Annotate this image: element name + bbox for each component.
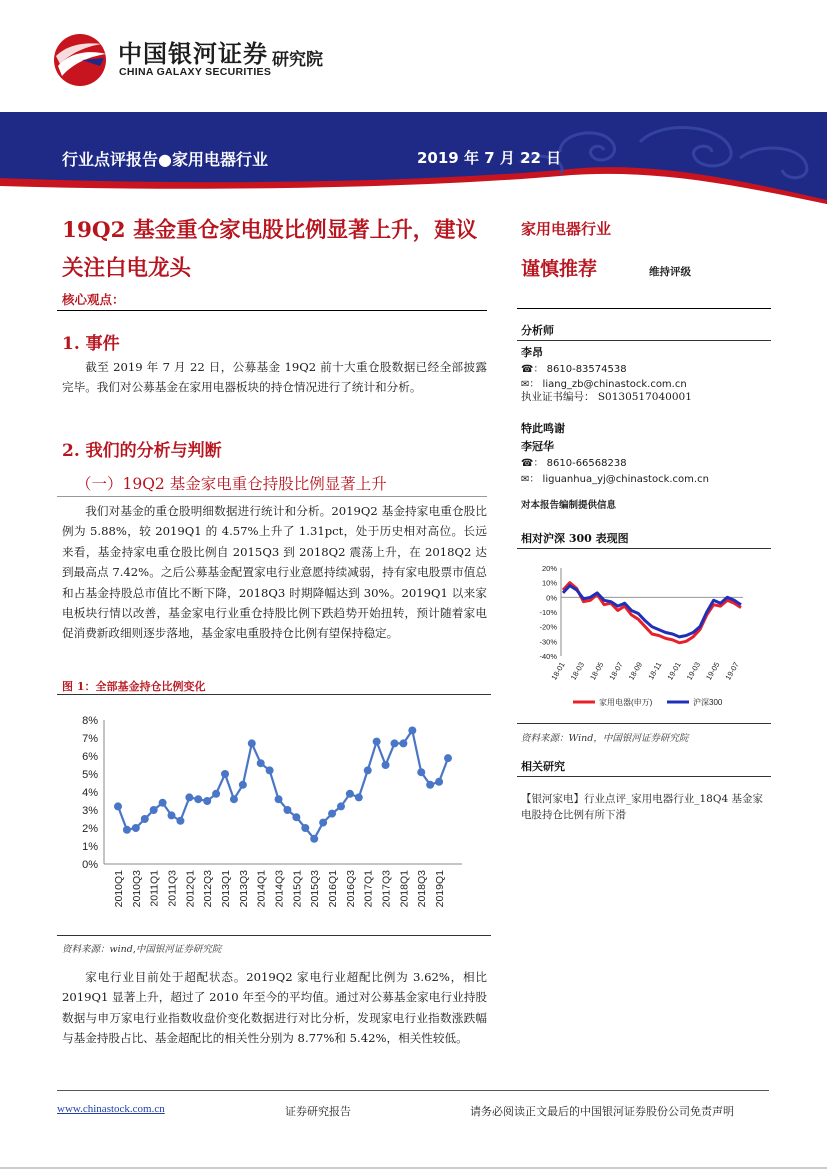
y-tick-label: 6% (82, 751, 98, 763)
related-label: 相关研究 (521, 760, 565, 773)
data-point (248, 739, 256, 747)
x-tick-label: 2010Q3 (130, 870, 143, 908)
y-tick-label: 1% (82, 841, 98, 853)
data-point (168, 811, 176, 819)
rating-note: 维持评级 (649, 266, 691, 278)
series-home-appliance-line (563, 583, 741, 643)
data-point (319, 819, 327, 827)
data-point (159, 799, 167, 807)
data-point (114, 802, 122, 810)
x-tick-label: 18-05 (588, 660, 606, 682)
rating: 谨慎推荐 (521, 258, 598, 280)
divider (57, 496, 487, 497)
data-point (221, 770, 229, 778)
y-tick-label: 8% (82, 715, 98, 727)
sidebar-industry: 家用电器行业 (521, 220, 612, 238)
data-point (266, 766, 274, 774)
y-tick-label: -40% (539, 652, 557, 661)
section-2-text-2: 家电行业目前处于超配状态。2019Q2 家电行业超配比例为 3.62%，相比 2019Q1 显著上升，超过了 2010 年至今的平均值。通过对公募基金家电行业持股数据与申万家电行业指数收盘价变化数据进行对比分析，发现家电行业指数涨跌幅与基金持股占比、基金超配比的相关性分别为 8.77%和 5.42%，相关性较低。 (62, 970, 487, 1046)
brand-name-en: CHINA GALAXY SECURITIES (119, 66, 272, 78)
x-tick-label: 2014Q1 (255, 870, 268, 908)
analyst-label: 分析师 (521, 324, 554, 337)
data-point (310, 835, 318, 843)
chart-2-title: 相对沪深 300 表现图 (521, 532, 629, 545)
x-tick-label: 18-09 (626, 660, 645, 682)
divider (517, 548, 771, 549)
x-tick-label: 19-03 (684, 660, 703, 682)
y-tick-label: 3% (82, 805, 98, 817)
brand-name-cn: 中国银河证券 (118, 40, 268, 68)
data-point (399, 739, 407, 747)
data-point (435, 778, 443, 786)
analyst-cert: 执业证书编号： S0130517040001 (521, 391, 692, 403)
thanks-name: 李冠华 (521, 440, 554, 453)
thanks-label: 特此鸣谢 (521, 422, 565, 435)
data-point (283, 806, 291, 814)
legend-label-home-appliance: 家用电器(申万) (599, 698, 653, 707)
divider (517, 776, 771, 777)
thanks-phone: ☎： 8610-66568238 (521, 458, 627, 469)
y-tick-label: 5% (82, 769, 98, 781)
section-1-heading: 1. 事件 (62, 334, 120, 354)
x-tick-label: 18-11 (646, 660, 664, 682)
data-point (346, 790, 354, 798)
data-point (230, 795, 238, 803)
institute-label: 研究院 (272, 50, 323, 70)
y-tick-label: 20% (541, 564, 557, 573)
data-point (123, 826, 131, 834)
x-tick-label: 2013Q1 (220, 870, 233, 908)
data-point (337, 802, 345, 810)
series-line (118, 730, 448, 838)
data-point (132, 824, 140, 832)
figure-1-title: 图 1：全部基金持仓比例变化 (62, 680, 206, 693)
data-point (292, 813, 300, 821)
thanks-email[interactable]: ✉： liguanhua_yj@chinastock.com.cn (521, 474, 709, 485)
x-tick-label: 2011Q1 (148, 870, 161, 907)
y-tick-label: -20% (539, 622, 557, 632)
data-point (176, 817, 184, 825)
y-tick-label: 7% (82, 733, 98, 745)
data-point (203, 797, 211, 805)
data-point (355, 793, 363, 801)
x-tick-label: 2010Q1 (113, 870, 125, 908)
x-tick-label: 2011Q3 (166, 870, 179, 907)
data-point (275, 795, 283, 803)
section-2-text: 我们对基金的重仓股明细数据进行统计和分析。2019Q2 基金持家电重仓股比例为 5.88%，较 2019Q1 的 4.57%上升了 1.31pct，处于历史相对高位。长远来看，基金持家电重仓股比例自 2015Q3 到 2018Q2 震荡上升，在 2018Q2 达到最高点 7.42%。之后公募基金配置家电行业意愿持续减弱，持有家电股票市值总和占基金持股总市值比不断下降，2018Q3 时期降幅达到 30%。2019Q1 以来家电板块行情以改善，基金家电行业重仓持股比例下跌趋势开始扭转，预计随着家电促消费新政细则逐步落地，基金家电重股持仓比例有望保持稳定。 (62, 504, 487, 641)
section-2-subheading: （一）19Q2 基金家电重仓持股比例显著上升 (76, 475, 387, 493)
core-view-label: 核心观点： (62, 292, 125, 307)
data-point (185, 793, 193, 801)
x-tick-label: 2019Q1 (434, 870, 447, 908)
section-2-heading: 2. 我们的分析与判断 (62, 441, 222, 461)
data-point (373, 738, 381, 746)
divider (517, 308, 771, 309)
divider (517, 723, 771, 724)
relative-performance-chart (521, 556, 771, 716)
data-point (141, 815, 149, 823)
x-tick-label: 18-01 (549, 660, 567, 682)
series-csi300-line (563, 586, 741, 637)
data-point (390, 739, 398, 747)
x-tick-label: 18-07 (607, 660, 625, 682)
x-tick-label: 19-01 (665, 660, 683, 682)
related-report-link[interactable]: 【银河家电】行业点评_家用电器行业_18Q4 基金家电股持仓比例有所下滑 (521, 793, 763, 821)
figure-1-source: 资料来源：wind,中国银河证券研究院 (62, 944, 222, 955)
x-tick-label: 19-07 (723, 660, 741, 682)
analyst-email[interactable]: ✉： liang_zb@chinastock.com.cn (521, 379, 687, 390)
x-tick-label: 2016Q3 (344, 870, 357, 908)
figure-top-rule (57, 694, 491, 695)
footer-report-label: 证券研究报告 (285, 1105, 351, 1118)
y-tick-label: 4% (82, 787, 98, 799)
x-tick-label: 2012Q3 (202, 870, 215, 908)
footer-disclaimer: 请务必阅读正文最后的中国银河证券股份公司免责声明 (470, 1105, 734, 1118)
y-tick-label: 2% (82, 823, 98, 835)
holding-ratio-chart (62, 700, 490, 932)
section-1-text: 截至 2019 年 7 月 22 日，公募基金 19Q2 前十大重仓股数据已经全部披露完毕。我们对公募基金在家用电器板块的持仓情况进行了统计和分析。 (62, 360, 487, 395)
report-title: 19Q2 基金重仓家电股比例显著上升，建议关注白电龙头 (62, 218, 478, 281)
divider (517, 340, 771, 341)
x-tick-label: 2017Q1 (362, 870, 375, 908)
x-tick-label: 2016Q1 (327, 870, 340, 908)
report-type: 行业点评报告●家用电器行业 (62, 150, 268, 169)
x-tick-label: 19-05 (704, 660, 722, 682)
data-point (257, 759, 265, 767)
divider (57, 310, 487, 311)
footer-rule (57, 1090, 769, 1091)
data-point (328, 810, 336, 818)
analyst-phone: ☎： 8610-83574538 (521, 364, 627, 375)
report-date: 2019 年 7 月 22 日 (417, 149, 562, 167)
data-point (444, 754, 452, 762)
data-point (301, 824, 309, 832)
data-point (426, 781, 434, 789)
x-tick-label: 18-03 (568, 660, 587, 682)
data-point (408, 726, 416, 734)
y-tick-label: 10% (541, 578, 557, 588)
data-point (194, 795, 202, 803)
x-tick-label: 2017Q3 (380, 870, 393, 908)
y-tick-label: 0% (546, 593, 557, 603)
data-point (212, 790, 220, 798)
analyst-name: 李昂 (521, 346, 543, 359)
x-tick-label: 2013Q3 (237, 870, 250, 908)
x-tick-label: 2015Q1 (291, 870, 304, 908)
legend-label-csi300: 沪深300 (693, 698, 723, 707)
y-tick-label: 0% (82, 859, 98, 871)
footer-website-link[interactable]: www.chinastock.com.cn (57, 1103, 165, 1115)
figure-bottom-rule (57, 935, 491, 936)
x-tick-label: 2014Q3 (273, 870, 286, 908)
galaxy-logo (52, 32, 108, 88)
thanks-note: 对本报告编制提供信息 (521, 500, 617, 511)
x-tick-label: 2015Q3 (309, 870, 322, 908)
y-tick-label: -10% (539, 608, 557, 617)
chart-2-source: 资料来源：Wind，中国银河证券研究院 (521, 733, 689, 744)
data-point (417, 768, 425, 776)
x-tick-label: 2018Q3 (416, 870, 429, 908)
data-point (239, 781, 247, 789)
data-point (364, 766, 372, 774)
data-point (382, 761, 390, 769)
data-point (150, 806, 158, 814)
x-tick-label: 2018Q1 (398, 870, 411, 908)
y-tick-label: -30% (539, 637, 557, 647)
x-tick-label: 2012Q1 (184, 870, 197, 908)
